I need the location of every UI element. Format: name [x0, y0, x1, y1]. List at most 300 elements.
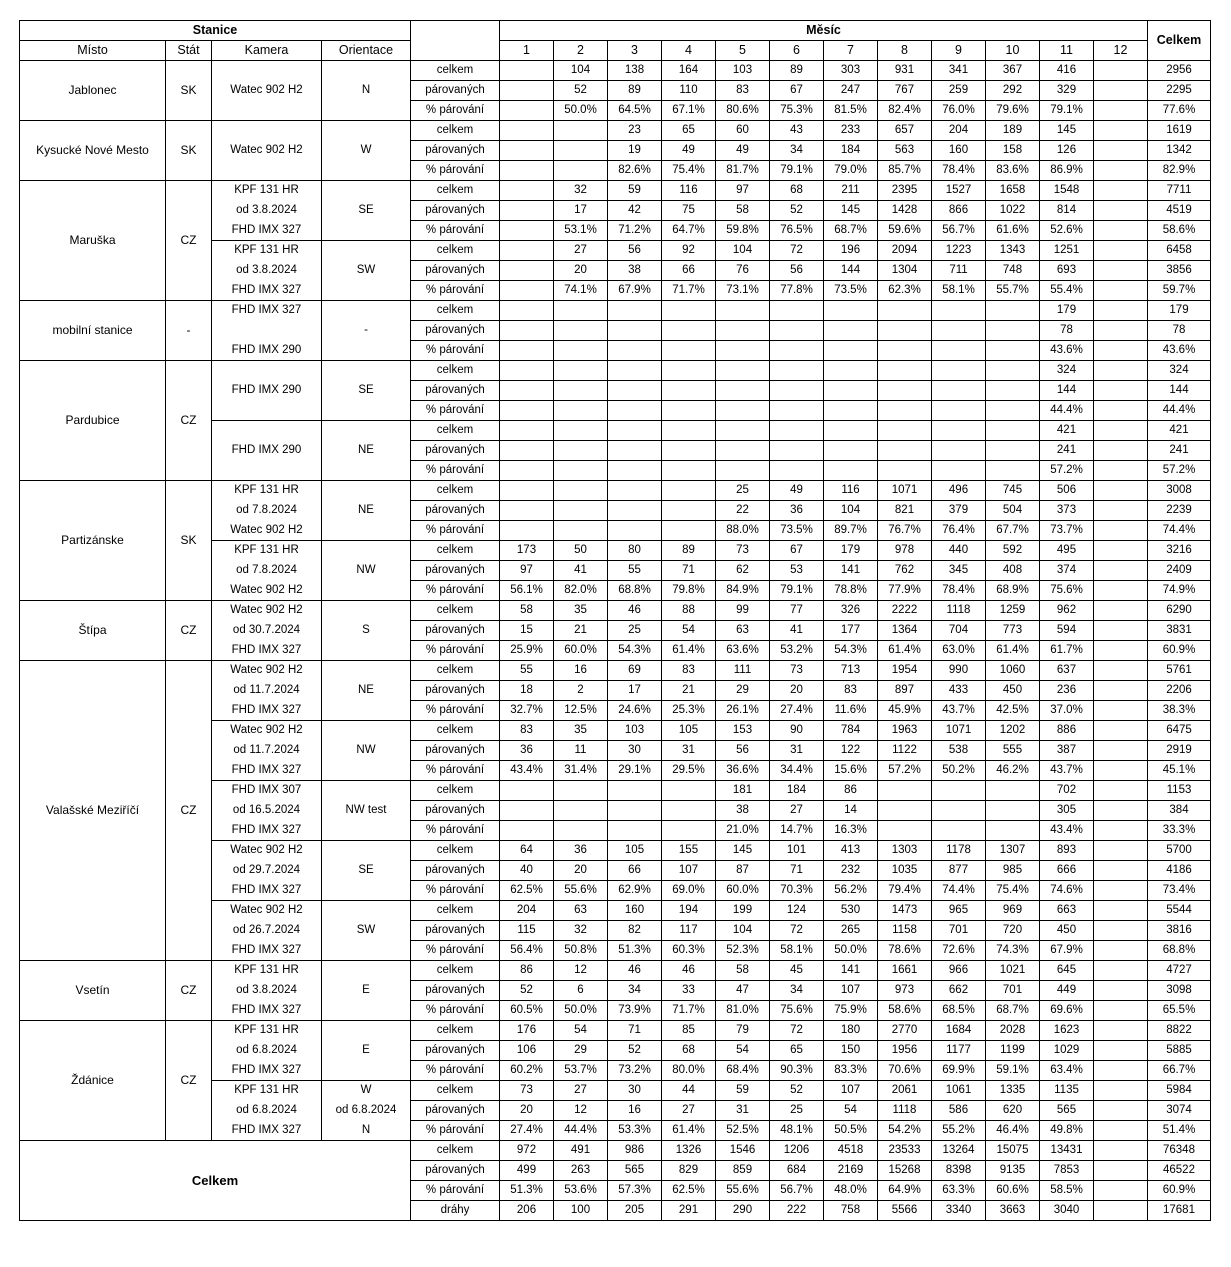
month-value: 76 — [716, 261, 770, 281]
row-total: 2295 — [1148, 81, 1211, 101]
month-value: 141 — [824, 961, 878, 981]
header-mesic: Měsíc — [500, 21, 1148, 41]
month-value — [1094, 921, 1148, 941]
month-value: 68.7% — [986, 1001, 1040, 1021]
month-value: 931 — [878, 61, 932, 81]
station-place: mobilní stanice — [20, 301, 166, 361]
month-value: 73 — [716, 541, 770, 561]
month-value: 58 — [716, 201, 770, 221]
month-value: 46.4% — [986, 1121, 1040, 1141]
month-value: 67.9% — [608, 281, 662, 301]
metric-label: párovaných — [411, 201, 500, 221]
month-value — [608, 301, 662, 321]
month-value: 16 — [554, 661, 608, 681]
month-value: 54.2% — [878, 1121, 932, 1141]
month-value: 27.4% — [770, 701, 824, 721]
metric-label: párovaných — [411, 561, 500, 581]
month-value: 62 — [716, 561, 770, 581]
month-value: 63.3% — [932, 1181, 986, 1201]
metric-label: párovaných — [411, 861, 500, 881]
month-value: 73.1% — [716, 281, 770, 301]
table-row — [20, 301, 1211, 321]
header-month-12: 12 — [1094, 41, 1148, 61]
month-value — [1094, 261, 1148, 281]
month-value: 4518 — [824, 1141, 878, 1161]
month-value: 693 — [1040, 261, 1094, 281]
month-value: 67.1% — [662, 101, 716, 121]
row-total: 66.7% — [1148, 1061, 1211, 1081]
month-value — [716, 421, 770, 441]
metric-label: % párování — [411, 701, 500, 721]
month-value: 63.4% — [1040, 1061, 1094, 1081]
month-value: 71 — [770, 861, 824, 881]
month-value — [608, 401, 662, 421]
month-value: 16.3% — [824, 821, 878, 841]
month-value — [554, 481, 608, 501]
month-value: 160 — [932, 141, 986, 161]
month-value: 184 — [770, 781, 824, 801]
metric-label: párovaných — [411, 501, 500, 521]
camera-cell: Watec 902 H2 — [212, 901, 322, 921]
month-value: 1963 — [878, 721, 932, 741]
row-total: 6475 — [1148, 721, 1211, 741]
month-value: 20 — [500, 1101, 554, 1121]
month-value: 33 — [662, 981, 716, 1001]
month-value: 450 — [986, 681, 1040, 701]
meteor-stations-table — [19, 20, 1211, 1221]
orientation-cell: NW — [322, 721, 411, 781]
month-value: 1661 — [878, 961, 932, 981]
month-value: 75.6% — [770, 1001, 824, 1021]
month-value: 55.6% — [554, 881, 608, 901]
month-value — [932, 381, 986, 401]
month-value — [1094, 181, 1148, 201]
month-value — [1094, 661, 1148, 681]
month-value — [662, 321, 716, 341]
month-value: 48.0% — [824, 1181, 878, 1201]
month-value: 67.7% — [986, 521, 1040, 541]
table-row — [20, 61, 1211, 81]
month-value: 23533 — [878, 1141, 932, 1161]
month-value — [500, 381, 554, 401]
month-value: 324 — [1040, 361, 1094, 381]
month-value: 495 — [1040, 541, 1094, 561]
month-value: 1022 — [986, 201, 1040, 221]
month-value: 61.4% — [662, 1121, 716, 1141]
station-place: Jablonec — [20, 61, 166, 121]
month-value: 64.5% — [608, 101, 662, 121]
month-value: 66 — [608, 861, 662, 881]
metric-label: % párování — [411, 281, 500, 301]
month-value: 79.0% — [824, 161, 878, 181]
header-month-3: 3 — [608, 41, 662, 61]
month-value: 814 — [1040, 201, 1094, 221]
month-value: 78.4% — [932, 161, 986, 181]
month-value: 83.3% — [824, 1061, 878, 1081]
month-value: 104 — [716, 921, 770, 941]
month-value: 107 — [824, 1081, 878, 1101]
month-value — [770, 441, 824, 461]
month-value: 292 — [986, 81, 1040, 101]
month-value: 71.2% — [608, 221, 662, 241]
month-value: 38 — [608, 261, 662, 281]
month-value: 1158 — [878, 921, 932, 941]
metric-label: % párování — [411, 1121, 500, 1141]
table-row — [20, 601, 1211, 621]
month-value: 89.7% — [824, 521, 878, 541]
metric-label: % párování — [411, 401, 500, 421]
month-value — [1094, 121, 1148, 141]
month-value — [824, 461, 878, 481]
month-value: 42 — [608, 201, 662, 221]
month-value: 25 — [608, 621, 662, 641]
month-value: 24.6% — [608, 701, 662, 721]
camera-cell: od 7.8.2024 — [212, 501, 322, 521]
month-value: 181 — [716, 781, 770, 801]
month-value: 15268 — [878, 1161, 932, 1181]
month-value: 199 — [716, 901, 770, 921]
month-value: 60.6% — [986, 1181, 1040, 1201]
month-value — [1094, 161, 1148, 181]
month-value — [932, 401, 986, 421]
row-total: 74.9% — [1148, 581, 1211, 601]
month-value: 52 — [500, 981, 554, 1001]
month-value — [1094, 461, 1148, 481]
month-value: 115 — [500, 921, 554, 941]
month-value: 50.2% — [932, 761, 986, 781]
month-value: 52.6% — [1040, 221, 1094, 241]
month-value: 86 — [500, 961, 554, 981]
camera-cell: FHD IMX 327 — [212, 221, 322, 241]
month-value: 440 — [932, 541, 986, 561]
metric-label: % párování — [411, 581, 500, 601]
month-value: 56.2% — [824, 881, 878, 901]
month-value: 70.6% — [878, 1061, 932, 1081]
month-value: 379 — [932, 501, 986, 521]
month-value: 31.4% — [554, 761, 608, 781]
month-value — [824, 321, 878, 341]
month-value: 413 — [824, 841, 878, 861]
month-value: 63.6% — [716, 641, 770, 661]
month-value: 69 — [608, 661, 662, 681]
row-total: 45.1% — [1148, 761, 1211, 781]
month-value: 90.3% — [770, 1061, 824, 1081]
month-value: 17 — [608, 681, 662, 701]
month-value — [1094, 221, 1148, 241]
camera-cell: FHD IMX 290 — [212, 421, 322, 481]
row-total: 43.6% — [1148, 341, 1211, 361]
month-value: 53.1% — [554, 221, 608, 241]
month-value: 116 — [662, 181, 716, 201]
row-total: 76348 — [1148, 1141, 1211, 1161]
header-row-1 — [20, 21, 1211, 41]
metric-label: % párování — [411, 161, 500, 181]
month-value: 78.6% — [878, 941, 932, 961]
month-value — [1094, 321, 1148, 341]
month-value: 43.6% — [1040, 341, 1094, 361]
metric-label: % párování — [411, 1061, 500, 1081]
month-value: 62.5% — [662, 1181, 716, 1201]
month-value — [986, 801, 1040, 821]
month-value: 36.6% — [716, 761, 770, 781]
month-value: 59.1% — [986, 1061, 1040, 1081]
row-total: 59.7% — [1148, 281, 1211, 301]
month-value — [1094, 441, 1148, 461]
month-value: 6 — [554, 981, 608, 1001]
month-value — [770, 321, 824, 341]
month-value: 877 — [932, 861, 986, 881]
orientation-cell: NE — [322, 481, 411, 541]
month-value: 155 — [662, 841, 716, 861]
month-value: 43.4% — [1040, 821, 1094, 841]
row-total: 1342 — [1148, 141, 1211, 161]
camera-cell: od 6.8.2024 — [212, 1041, 322, 1061]
station-state: SK — [166, 481, 212, 601]
month-value: 71.7% — [662, 281, 716, 301]
month-value: 506 — [1040, 481, 1094, 501]
month-value: 73 — [770, 661, 824, 681]
header-orientace: Orientace — [322, 41, 411, 61]
metric-label: % párování — [411, 941, 500, 961]
month-value — [1094, 761, 1148, 781]
month-value — [554, 301, 608, 321]
month-value: 71 — [662, 561, 716, 581]
metric-label: celkem — [411, 841, 500, 861]
metric-label: dráhy — [411, 1201, 500, 1221]
month-value: 66 — [662, 261, 716, 281]
station-state: CZ — [166, 961, 212, 1021]
row-total: 5700 — [1148, 841, 1211, 861]
month-value: 55.7% — [986, 281, 1040, 301]
month-value — [500, 361, 554, 381]
month-value — [554, 121, 608, 141]
camera-cell: FHD IMX 327 — [212, 281, 322, 301]
month-value: 19 — [608, 141, 662, 161]
month-value — [770, 381, 824, 401]
metric-label: % párování — [411, 341, 500, 361]
month-value: 99 — [716, 601, 770, 621]
month-value: 43.7% — [1040, 761, 1094, 781]
month-value — [500, 161, 554, 181]
camera-cell: Watec 902 H2 — [212, 581, 322, 601]
month-value: 586 — [932, 1101, 986, 1121]
month-value — [662, 401, 716, 421]
month-value: 145 — [824, 201, 878, 221]
month-value: 55.4% — [1040, 281, 1094, 301]
row-total: 5761 — [1148, 661, 1211, 681]
month-value: 666 — [1040, 861, 1094, 881]
month-value: 60 — [716, 121, 770, 141]
month-value: 206 — [500, 1201, 554, 1221]
station-place: Maruška — [20, 181, 166, 301]
month-value: 748 — [986, 261, 1040, 281]
table-row — [20, 361, 1211, 381]
month-value: 1658 — [986, 181, 1040, 201]
month-value — [608, 781, 662, 801]
month-value: 645 — [1040, 961, 1094, 981]
metric-label: % párování — [411, 641, 500, 661]
month-value: 104 — [554, 61, 608, 81]
month-value: 194 — [662, 901, 716, 921]
month-value — [500, 521, 554, 541]
camera-cell: FHD IMX 327 — [212, 881, 322, 901]
metric-label: celkem — [411, 1141, 500, 1161]
month-value: 54 — [554, 1021, 608, 1041]
month-value: 504 — [986, 501, 1040, 521]
camera-cell: Watec 902 H2 — [212, 721, 322, 741]
orientation-cell: N — [322, 61, 411, 121]
month-value: 49 — [770, 481, 824, 501]
month-value — [554, 441, 608, 461]
month-value — [986, 321, 1040, 341]
row-total: 4519 — [1148, 201, 1211, 221]
month-value: 164 — [662, 61, 716, 81]
month-value — [716, 401, 770, 421]
month-value — [554, 801, 608, 821]
month-value: 78.8% — [824, 581, 878, 601]
row-total: 3831 — [1148, 621, 1211, 641]
month-value — [662, 481, 716, 501]
row-total: 2409 — [1148, 561, 1211, 581]
month-value: 38 — [716, 801, 770, 821]
month-value: 499 — [500, 1161, 554, 1181]
month-value: 373 — [1040, 501, 1094, 521]
month-value: 290 — [716, 1201, 770, 1221]
metric-label: celkem — [411, 301, 500, 321]
row-total: 179 — [1148, 301, 1211, 321]
month-value: 87 — [716, 861, 770, 881]
month-value: 103 — [716, 61, 770, 81]
month-value: 701 — [932, 921, 986, 941]
month-value: 79.8% — [662, 581, 716, 601]
month-value: 893 — [1040, 841, 1094, 861]
metric-label: % párování — [411, 1181, 500, 1201]
month-value: 962 — [1040, 601, 1094, 621]
month-value: 124 — [770, 901, 824, 921]
month-value: 829 — [662, 1161, 716, 1181]
month-value: 43 — [770, 121, 824, 141]
month-value: 555 — [986, 741, 1040, 761]
month-value — [878, 381, 932, 401]
row-total: 58.6% — [1148, 221, 1211, 241]
month-value: 43.7% — [932, 701, 986, 721]
month-value: 61.6% — [986, 221, 1040, 241]
month-value: 73.2% — [608, 1061, 662, 1081]
month-value: 18 — [500, 681, 554, 701]
month-value: 105 — [608, 841, 662, 861]
row-total: 3008 — [1148, 481, 1211, 501]
month-value: 745 — [986, 481, 1040, 501]
month-value: 236 — [1040, 681, 1094, 701]
month-value — [1094, 141, 1148, 161]
header-month-1: 1 — [500, 41, 554, 61]
month-value — [878, 301, 932, 321]
month-value: 68.9% — [986, 581, 1040, 601]
month-value — [1094, 781, 1148, 801]
month-value: 67.9% — [1040, 941, 1094, 961]
month-value: 86 — [824, 781, 878, 801]
month-value: 65 — [662, 121, 716, 141]
orientation-cell: E — [322, 961, 411, 1021]
month-value — [554, 361, 608, 381]
month-value: 53.2% — [770, 641, 824, 661]
month-value: 20 — [770, 681, 824, 701]
month-value: 61.4% — [986, 641, 1040, 661]
month-value: 50 — [554, 541, 608, 561]
month-value: 326 — [824, 601, 878, 621]
month-value: 53.7% — [554, 1061, 608, 1081]
month-value — [662, 521, 716, 541]
month-value — [1094, 901, 1148, 921]
month-value — [1094, 821, 1148, 841]
month-value — [1094, 801, 1148, 821]
station-state: CZ — [166, 1021, 212, 1141]
orientation-cell: SE — [322, 841, 411, 901]
month-value — [608, 341, 662, 361]
month-value: 985 — [986, 861, 1040, 881]
month-value — [662, 461, 716, 481]
month-value: 773 — [986, 621, 1040, 641]
metric-label: párovaných — [411, 141, 500, 161]
month-value: 79 — [716, 1021, 770, 1041]
camera-cell: Watec 902 H2 — [212, 661, 322, 681]
month-value — [500, 121, 554, 141]
month-value — [932, 441, 986, 461]
station-place: Vsetín — [20, 961, 166, 1021]
header-month-7: 7 — [824, 41, 878, 61]
month-value: 56.1% — [500, 581, 554, 601]
metric-label: párovaných — [411, 321, 500, 341]
month-value: 82.6% — [608, 161, 662, 181]
month-value — [1094, 401, 1148, 421]
month-value: 76.5% — [770, 221, 824, 241]
month-value: 45.9% — [878, 701, 932, 721]
month-value: 105 — [662, 721, 716, 741]
totals-row — [20, 1141, 1211, 1161]
month-value: 97 — [500, 561, 554, 581]
month-value: 663 — [1040, 901, 1094, 921]
month-value — [554, 501, 608, 521]
month-value: 978 — [878, 541, 932, 561]
month-value: 263 — [554, 1161, 608, 1181]
month-value: 72.6% — [932, 941, 986, 961]
row-total: 1619 — [1148, 121, 1211, 141]
month-value: 29.1% — [608, 761, 662, 781]
month-value — [986, 301, 1040, 321]
month-value — [500, 421, 554, 441]
month-value: 11.6% — [824, 701, 878, 721]
month-value — [662, 781, 716, 801]
month-value: 56 — [716, 741, 770, 761]
month-value: 247 — [824, 81, 878, 101]
metric-label: celkem — [411, 721, 500, 741]
month-value: 77.9% — [878, 581, 932, 601]
month-value: 972 — [500, 1141, 554, 1161]
month-value: 387 — [1040, 741, 1094, 761]
month-value: 36 — [500, 741, 554, 761]
camera-cell: FHD IMX 327 — [212, 821, 322, 841]
month-value: 90 — [770, 721, 824, 741]
camera-cell: od 3.8.2024 — [212, 261, 322, 281]
month-value: 68.7% — [824, 221, 878, 241]
month-value: 821 — [878, 501, 932, 521]
month-value: 1118 — [878, 1101, 932, 1121]
month-value: 82.0% — [554, 581, 608, 601]
month-value — [1094, 1061, 1148, 1081]
month-value — [1094, 281, 1148, 301]
month-value: 2222 — [878, 601, 932, 621]
month-value: 62.5% — [500, 881, 554, 901]
